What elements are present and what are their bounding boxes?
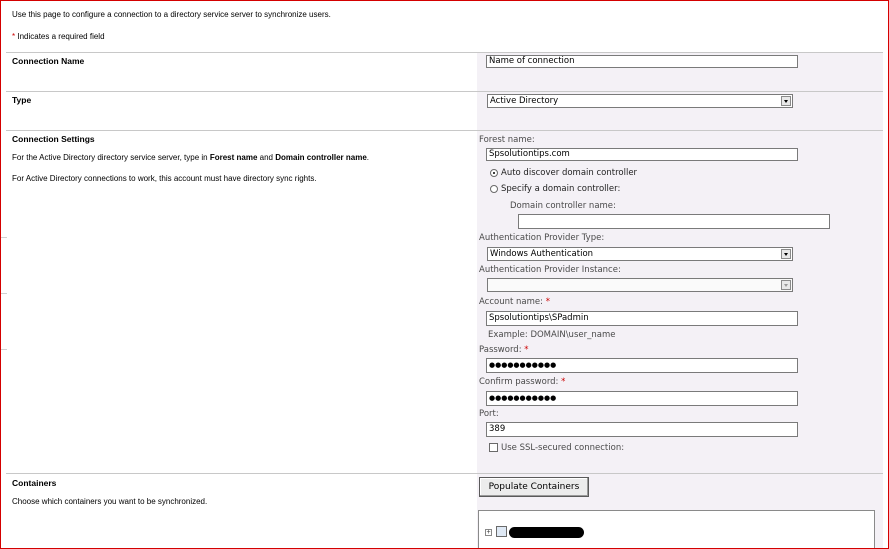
containers-title: Containers xyxy=(12,478,57,488)
desc1-post: . xyxy=(366,153,370,162)
confirm-password-input[interactable]: ●●●●●●●●●●● xyxy=(486,391,798,406)
auth-type-label: Authentication Provider Type: xyxy=(479,233,605,243)
chevron-down-icon[interactable] xyxy=(781,249,791,259)
specify-dc-label: Specify a domain controller: xyxy=(501,184,621,194)
auth-type-select[interactable] xyxy=(487,247,793,261)
expand-icon[interactable]: + xyxy=(486,529,491,536)
divider xyxy=(6,91,883,92)
specify-dc-radio[interactable] xyxy=(490,185,498,193)
required-note xyxy=(12,32,105,41)
type-select-value: Active Directory xyxy=(490,96,559,106)
required-star: * xyxy=(524,345,529,355)
required-note-text: Indicates a required field xyxy=(17,32,105,41)
confirm-password-label xyxy=(479,377,565,387)
forest-name-label: Forest name: xyxy=(479,135,535,145)
edge-tick xyxy=(1,349,7,350)
tree-checkbox[interactable] xyxy=(496,526,507,537)
populate-containers-button[interactable]: Populate Containers xyxy=(479,477,589,497)
desc1-pre: For the Active Directory directory service server, type in xyxy=(12,153,210,162)
chevron-down-icon[interactable] xyxy=(781,280,791,290)
required-star: * xyxy=(561,377,566,387)
desc1-mid: and xyxy=(257,153,276,162)
confirm-password-label-text: Confirm password: xyxy=(479,377,559,387)
port-label: Port: xyxy=(479,409,499,419)
ssl-checkbox[interactable] xyxy=(489,443,498,452)
password-label xyxy=(479,345,529,355)
desc1-dc: Domain controller name xyxy=(275,153,367,162)
containers-tree[interactable] xyxy=(478,510,875,549)
ssl-label: Use SSL-secured connection: xyxy=(501,443,625,453)
divider xyxy=(6,130,883,131)
connection-settings-desc2: For Active Directory connections to work, this account must have directory sync rights. xyxy=(12,174,317,183)
redacted-container-name xyxy=(509,527,584,538)
forest-name-input[interactable]: Spsolutiontips.com xyxy=(486,148,798,161)
account-example: Example: DOMAIN\user_name xyxy=(488,330,616,340)
chevron-down-icon[interactable] xyxy=(781,96,791,106)
required-star: * xyxy=(12,32,16,41)
type-title: Type xyxy=(12,95,32,105)
password-input[interactable]: ●●●●●●●●●●● xyxy=(486,358,798,373)
account-name-input[interactable]: Spsolutiontips\SPadmin xyxy=(486,311,798,326)
auto-discover-label: Auto discover domain controller xyxy=(501,168,638,178)
edge-tick xyxy=(1,237,7,238)
edge-tick xyxy=(1,293,7,294)
connection-name-title: Connection Name xyxy=(12,56,85,66)
required-star: * xyxy=(545,297,550,307)
dc-name-label: Domain controller name: xyxy=(510,201,616,211)
account-name-label xyxy=(479,297,550,307)
connection-name-input[interactable]: Name of connection xyxy=(486,55,798,68)
divider xyxy=(6,52,883,53)
containers-desc: Choose which containers you want to be synchronized. xyxy=(12,497,208,506)
auth-instance-select[interactable] xyxy=(487,278,793,292)
port-input[interactable]: 389 xyxy=(486,422,798,437)
divider xyxy=(6,473,883,474)
account-name-label-text: Account name: xyxy=(479,297,543,307)
dc-name-input[interactable] xyxy=(518,214,830,229)
intro-text: Use this page to configure a connection to a directory service server to synchronize users. xyxy=(12,10,331,19)
auth-type-value: Windows Authentication xyxy=(490,249,594,259)
password-label-text: Password: xyxy=(479,345,522,355)
auto-discover-radio[interactable] xyxy=(490,169,498,177)
connection-settings-title: Connection Settings xyxy=(12,134,95,144)
connection-settings-desc1 xyxy=(12,153,369,162)
type-select[interactable] xyxy=(487,94,793,108)
auth-instance-label: Authentication Provider Instance: xyxy=(479,265,621,275)
desc1-forest: Forest name xyxy=(209,153,258,162)
